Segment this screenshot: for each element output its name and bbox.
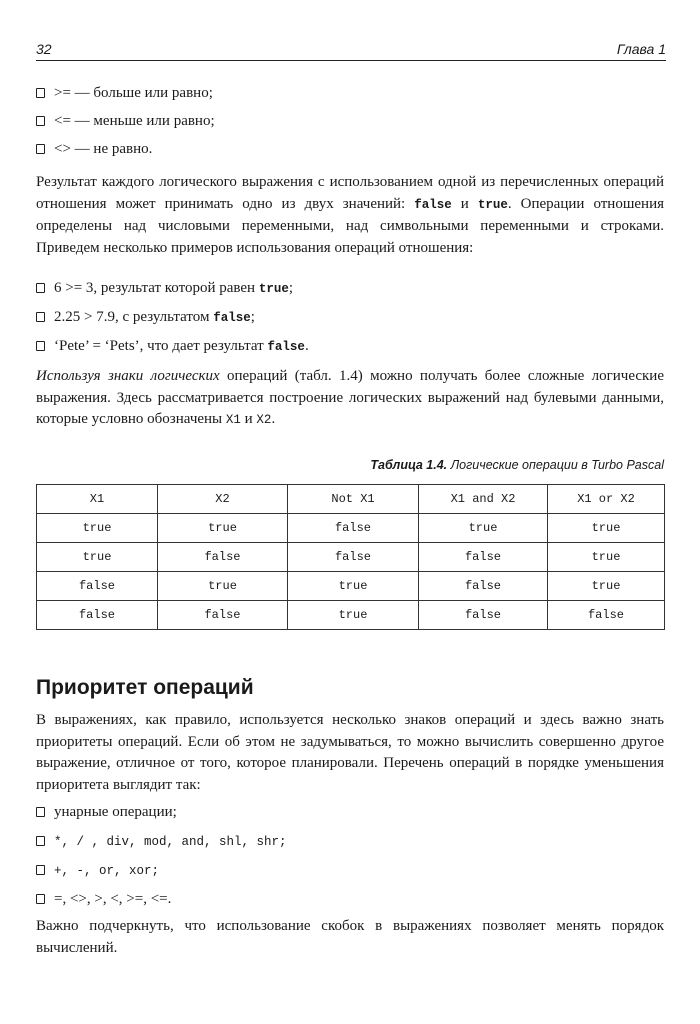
paragraph-relational-results <box>36 172 664 259</box>
table-cell: false <box>37 601 158 630</box>
table-cell: true <box>419 514 548 543</box>
table-cell: true <box>288 601 419 630</box>
checkbox-bullet-icon <box>36 341 45 351</box>
page-number: 32 <box>36 41 52 57</box>
paragraph-priority <box>36 710 664 796</box>
checkbox-bullet-icon <box>36 836 45 846</box>
checkbox-bullet-icon <box>36 894 45 904</box>
punct: . <box>304 338 309 354</box>
table-cell: false <box>37 572 158 601</box>
priority-text: унарные операции; <box>54 804 177 820</box>
italic-text: Используя знаки логических <box>36 368 220 384</box>
code-value: false <box>213 311 251 325</box>
table-cell: true <box>548 543 665 572</box>
table-cell: true <box>288 572 419 601</box>
checkbox-bullet-icon <box>36 116 45 126</box>
priority-item <box>36 861 159 880</box>
operator: <= <box>54 113 71 129</box>
table-cell: false <box>288 514 419 543</box>
section-heading: Приоритет операций <box>36 676 254 699</box>
page-header <box>36 40 666 61</box>
text: . Операции отношения определены над числовыми переменными, над символьными переменными и строками. Приведем несколько примеров использования операций отношения: <box>36 195 665 256</box>
table-cell: true <box>158 572 288 601</box>
code-value: false <box>267 340 305 354</box>
table-cell: false <box>288 543 419 572</box>
caption-label: Таблица 1.4. <box>370 458 448 472</box>
example-item <box>36 337 309 356</box>
column-header: Not X1 <box>288 485 419 514</box>
code-true: true <box>477 197 508 212</box>
punct: ; <box>250 309 255 325</box>
table-cell: false <box>158 543 288 572</box>
column-header: X1 <box>37 485 158 514</box>
priority-item <box>36 890 171 908</box>
priority-item <box>36 832 287 851</box>
var-x1: X1 <box>225 413 241 427</box>
column-header: X1 or X2 <box>548 485 665 514</box>
text: и <box>451 195 478 212</box>
operator: >= <box>54 85 71 101</box>
caption-text: Логические операции в Turbo Pascal <box>447 458 664 472</box>
table-row <box>37 543 665 572</box>
table-cell: true <box>548 514 665 543</box>
checkbox-bullet-icon <box>36 865 45 875</box>
priority-text: *, / , div, mod, and, shl, shr; <box>54 835 287 849</box>
table-row <box>37 601 665 630</box>
text: В выражениях, как правило, используется несколько знаков операций и здесь важно знать приоритеты операций. Если об этом не задумываться, то можно вычислить совершенно другое выражение, отличное от того, которое планировали. Перечень операций в порядке уменьшения приоритета выглядит так: <box>36 712 664 793</box>
list-item <box>36 84 213 102</box>
example-item <box>36 279 293 298</box>
checkbox-bullet-icon <box>36 312 45 322</box>
example-text: ‘Pete’ = ‘Pets’, что дает результат <box>54 338 268 354</box>
priority-text: +, -, or, xor; <box>54 864 160 878</box>
table-row <box>37 572 665 601</box>
code-value: true <box>258 282 289 296</box>
checkbox-bullet-icon <box>36 144 45 154</box>
paragraph-closing <box>36 916 664 959</box>
table-cell: false <box>419 543 548 572</box>
code-false: false <box>414 197 452 212</box>
table-cell: false <box>158 601 288 630</box>
example-text: 6 >= 3, результат которой равен <box>54 280 259 296</box>
var-x2: X2 <box>256 413 272 427</box>
operator-desc: — меньше или равно; <box>70 113 215 129</box>
example-text: 2.25 > 7.9, с результатом <box>54 309 214 325</box>
text: операций (табл. 1.4) можно получать более сложные логические выражения. Здесь рассматривается построение логических выражений над булевыми данными, которые условно обозначены <box>36 368 664 427</box>
list-item <box>36 112 215 130</box>
chapter-title: Глава 1 <box>616 41 666 57</box>
table-cell: false <box>548 601 665 630</box>
priority-text: =, <>, >, <, >=, <=. <box>54 891 172 907</box>
list-item <box>36 140 152 158</box>
table-cell: false <box>419 601 548 630</box>
example-item <box>36 308 255 327</box>
text: и <box>240 411 257 427</box>
operator-desc: — не равно. <box>70 141 153 157</box>
column-header: X1 and X2 <box>419 485 548 514</box>
table-cell: true <box>158 514 288 543</box>
table-header-row <box>37 485 665 514</box>
priority-item <box>36 803 177 821</box>
table-cell: true <box>37 514 158 543</box>
operator-desc: — больше или равно; <box>70 85 213 101</box>
punct: . <box>271 411 276 427</box>
text: Важно подчеркнуть, что использование скобок в выражениях позволяет менять порядок вычислений. <box>36 918 664 956</box>
checkbox-bullet-icon <box>36 283 45 293</box>
logic-table <box>36 484 665 630</box>
table-row <box>37 514 665 543</box>
column-header: X2 <box>158 485 288 514</box>
table-cell: true <box>37 543 158 572</box>
table-caption <box>370 458 664 472</box>
table-cell: true <box>548 572 665 601</box>
table-cell: false <box>419 572 548 601</box>
text: Результат каждого логического выражения с использованием одной из перечисленных операций отношения может принимать одно из двух значений: <box>36 174 664 212</box>
checkbox-bullet-icon <box>36 88 45 98</box>
punct: ; <box>288 280 294 296</box>
checkbox-bullet-icon <box>36 807 45 817</box>
paragraph-logical-ops <box>36 366 664 432</box>
operator: <> <box>54 141 71 157</box>
